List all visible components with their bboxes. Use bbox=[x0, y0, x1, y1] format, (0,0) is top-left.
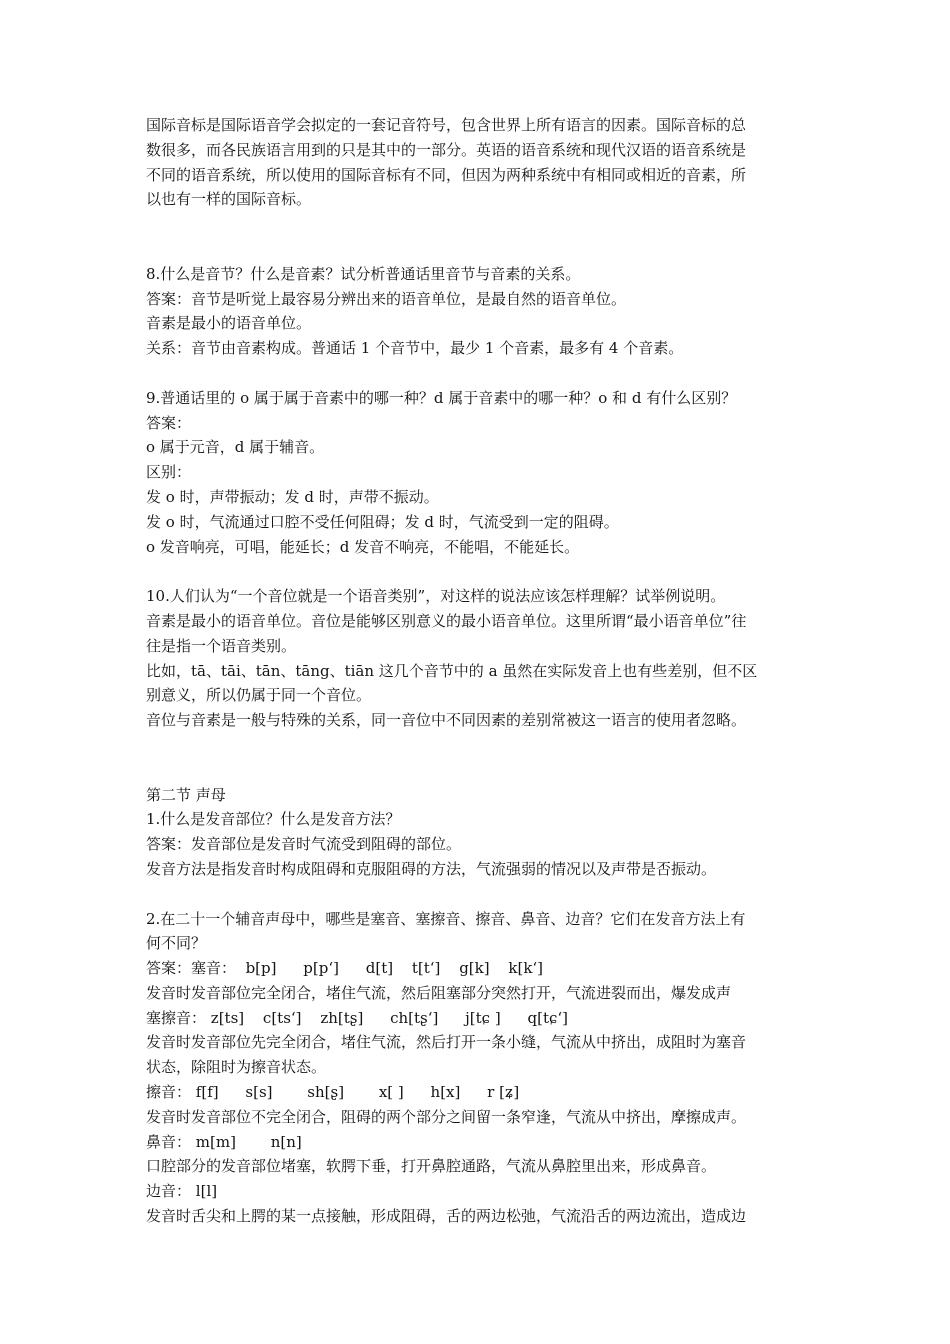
answer-line: 音素是最小的语音单位。音位是能够区别意义的最小语音单位。这里所谓“最小语音单位”往 bbox=[146, 611, 747, 630]
answer-line: o 属于元音，d 属于辅音。 bbox=[146, 438, 325, 457]
answer-line: 答案： bbox=[146, 413, 192, 432]
description-line: 口腔部分的发音部位堵塞，软腭下垂，打开鼻腔通路，气流从鼻腔里出来，形成鼻音。 bbox=[146, 1157, 717, 1176]
answer-line: 发 o 时，气流通过口腔不受任何阻碍；发 d 时，气流受到一定的阻碍。 bbox=[146, 512, 619, 531]
description-line: 状态，除阻时为擦音状态。 bbox=[146, 1058, 327, 1077]
ipa-item: d[t] bbox=[365, 959, 394, 978]
ipa-item: sh[ʂ] bbox=[307, 1083, 345, 1102]
ipa-item: g[k] bbox=[459, 959, 490, 978]
affricates-label: 塞擦音： bbox=[146, 1008, 207, 1027]
intro-line: 国际音标是国际语音学会拟定的一套记音符号，包含世界上所有语言的因素。国际音标的总 bbox=[146, 116, 747, 134]
answer-line: 往是指一个语音类别。 bbox=[146, 636, 297, 655]
ipa-item: k[k‘] bbox=[508, 959, 544, 978]
answer-line: o 发音响亮，可唱，能延长；d 发音不响亮，不能唱，不能延长。 bbox=[146, 537, 580, 556]
ipa-item: p[p‘] bbox=[303, 959, 339, 978]
ipa-item: r [ʑ] bbox=[487, 1083, 520, 1102]
spacer bbox=[146, 559, 816, 584]
intro-line: 以也有一样的国际音标。 bbox=[146, 190, 312, 209]
intro-line: 数很多，而各民族语言用到的只是其中的一部分。英语的语音系统和现代汉语的语音系统是 bbox=[146, 140, 747, 159]
laterals-line bbox=[146, 1179, 816, 1204]
question-9: 9.普通话里的 o 属于属于音素中的哪一种？d 属于音素中的哪一种？o 和 d 有什么区别？ bbox=[146, 388, 737, 407]
question-2: 何不同？ bbox=[146, 934, 207, 953]
document-body bbox=[146, 113, 816, 1229]
description-line: 发音时发音部位先完全闭合，堵住气流，然后打开一条小缝，气流从中挤出，成阻时为塞音 bbox=[146, 1033, 747, 1052]
description-line: 发音时发音部位完全闭合，堵住气流，然后阻塞部分突然打开，气流进裂而出，爆发成声 bbox=[146, 983, 732, 1002]
laterals-label: 边音： bbox=[146, 1182, 192, 1201]
answer-line: 发 o 时，声带振动；发 d 时，声带不振动。 bbox=[146, 487, 439, 506]
answer-line: 音素是最小的语音单位。 bbox=[146, 314, 312, 333]
ipa-item: ch[tʂ‘] bbox=[390, 1008, 439, 1027]
stops-line bbox=[146, 956, 816, 981]
ipa-item: q[tɕ‘] bbox=[527, 1008, 568, 1027]
answer-line: 比如，tā、tāi、tān、tāng、tiān 这几个音节中的 a 虽然在实际发音上也有些差别，但不区 bbox=[146, 661, 758, 680]
ipa-item: t[t‘] bbox=[411, 959, 441, 978]
answer-line: 发音方法是指发音时构成阻碍和克服阻碍的方法，气流强弱的情况以及声带是否振动。 bbox=[146, 859, 717, 878]
ipa-item: z[ts] bbox=[210, 1008, 245, 1027]
answer-line: 答案：音节是听觉上最容易分辨出来的语音单位，是最自然的语音单位。 bbox=[146, 289, 627, 308]
ipa-item: x[ ] bbox=[378, 1083, 404, 1102]
fricatives-line bbox=[146, 1080, 816, 1105]
spacer bbox=[146, 733, 816, 783]
intro-line: 不同的语音系统，所以使用的国际音标有不同，但因为两种系统中有相同或相近的音素，所 bbox=[146, 165, 747, 184]
question-8: 8.什么是音节？什么是音素？试分析普通话里音节与音素的关系。 bbox=[146, 264, 581, 283]
question-10: 10.人们认为“一个音位就是一个语音类别”，对这样的说法应该怎样理解？试举例说明。 bbox=[146, 587, 726, 606]
spacer bbox=[146, 212, 816, 262]
ipa-item: zh[tʂ] bbox=[320, 1008, 364, 1027]
stops-label: 答案：塞音： bbox=[146, 959, 237, 978]
ipa-item: j[tɕ ] bbox=[465, 1008, 501, 1027]
description-line: 发音时发音部位不完全闭合，阻碍的两个部分之间留一条窄逢，气流从中挤出，摩擦成声。 bbox=[146, 1107, 747, 1126]
answer-line: 别意义，所以仍属于同一个音位。 bbox=[146, 686, 372, 705]
description-line: 发音时舌尖和上腭的某一点接触，形成阻碍，舌的两边松弛，气流沿舌的两边流出，造成边 bbox=[146, 1207, 747, 1226]
question-1: 1.什么是发音部位？什么是发音方法？ bbox=[146, 810, 401, 829]
ipa-item: b[p] bbox=[245, 959, 277, 978]
ipa-item: h[x] bbox=[430, 1083, 461, 1102]
ipa-item: l[l] bbox=[195, 1182, 218, 1201]
answer-line: 区别： bbox=[146, 463, 192, 482]
fricatives-label: 擦音： bbox=[146, 1083, 192, 1102]
spacer bbox=[146, 882, 816, 907]
question-2: 2.在二十一个辅音声母中，哪些是塞音、塞擦音、擦音、鼻音、边音？它们在发音方法上有 bbox=[146, 909, 746, 928]
answer-line: 关系：音节由音素构成。普通话 1 个音节中，最少 1 个音素，最多有 4 个音素。 bbox=[146, 339, 684, 358]
ipa-item: f[f] bbox=[195, 1083, 219, 1102]
ipa-item: s[s] bbox=[245, 1083, 273, 1102]
answer-line: 答案：发音部位是发音时气流受到阻碍的部位。 bbox=[146, 835, 462, 854]
nasals-line bbox=[146, 1130, 816, 1155]
ipa-item: c[ts‘] bbox=[262, 1008, 302, 1027]
affricates-line bbox=[146, 1006, 816, 1031]
answer-line: 音位与音素是一般与特殊的关系，同一音位中不同因素的差别常被这一语言的使用者忽略。 bbox=[146, 711, 747, 730]
ipa-item: n[n] bbox=[270, 1132, 302, 1151]
nasals-label: 鼻音： bbox=[146, 1132, 192, 1151]
spacer bbox=[146, 361, 816, 386]
ipa-item: m[m] bbox=[195, 1132, 236, 1151]
section-heading: 第二节 声母 bbox=[146, 785, 226, 804]
